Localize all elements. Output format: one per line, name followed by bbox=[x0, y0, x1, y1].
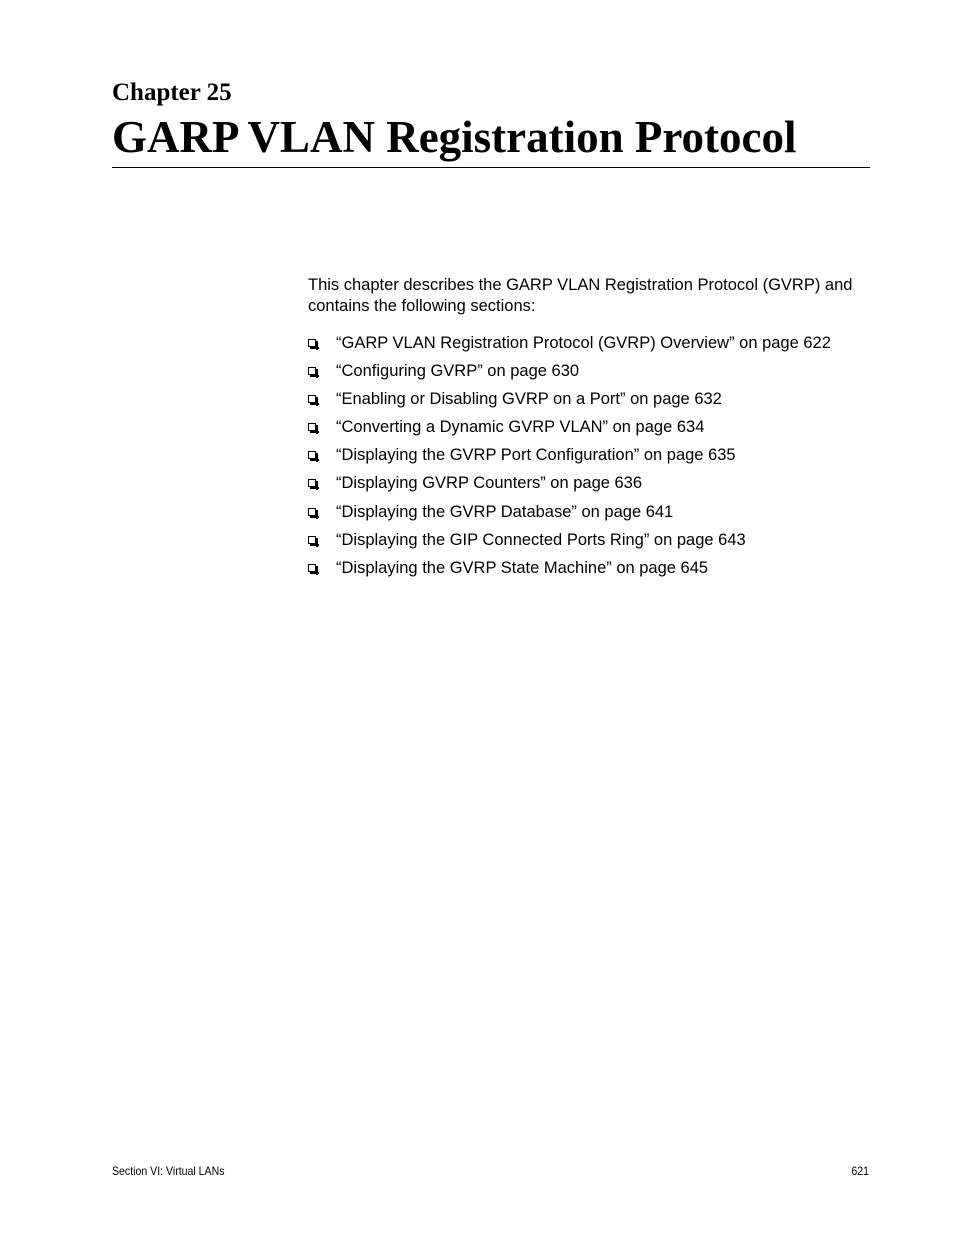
list-item[interactable] bbox=[308, 443, 888, 471]
footer-section-name: Section VI: Virtual LANs bbox=[112, 1164, 225, 1178]
list-item[interactable] bbox=[308, 500, 888, 528]
checkbox-bullet-icon bbox=[308, 367, 316, 375]
chapter-label: Chapter 25 bbox=[112, 79, 232, 106]
chapter-title: GARP VLAN Registration Protocol bbox=[112, 112, 797, 162]
list-item[interactable] bbox=[308, 528, 888, 556]
section-link[interactable]: “Displaying the GVRP Port Configuration” on page 635 bbox=[336, 446, 736, 465]
checkbox-bullet-icon bbox=[308, 423, 316, 431]
intro-paragraph: This chapter describes the GARP VLAN Registration Protocol (GVRP) and contains the following sections: bbox=[308, 276, 853, 315]
list-item[interactable] bbox=[308, 387, 888, 415]
footer-page-number: 621 bbox=[851, 1164, 869, 1178]
list-item[interactable] bbox=[308, 471, 888, 499]
checkbox-bullet-icon bbox=[308, 339, 316, 347]
checkbox-bullet-icon bbox=[308, 451, 316, 459]
section-link[interactable]: “Displaying GVRP Counters” on page 636 bbox=[336, 474, 643, 493]
section-link[interactable]: “Configuring GVRP” on page 630 bbox=[336, 362, 580, 381]
section-link[interactable]: “GARP VLAN Registration Protocol (GVRP) Overview” on page 622 bbox=[336, 334, 831, 352]
section-link[interactable]: “Displaying the GIP Connected Ports Ring” on page 643 bbox=[336, 530, 746, 549]
section-link[interactable]: “Displaying the GVRP State Machine” on page 645 bbox=[336, 558, 709, 577]
list-item[interactable] bbox=[308, 556, 888, 584]
checkbox-bullet-icon bbox=[308, 395, 316, 403]
section-link[interactable]: “Enabling or Disabling GVRP on a Port” on page 632 bbox=[336, 390, 722, 409]
section-link[interactable]: “Displaying the GVRP Database” on page 641 bbox=[336, 502, 674, 521]
checkbox-bullet-icon bbox=[308, 479, 316, 487]
checkbox-bullet-icon bbox=[308, 536, 316, 544]
checkbox-bullet-icon bbox=[308, 564, 316, 572]
checkbox-bullet-icon bbox=[308, 508, 316, 516]
list-item[interactable] bbox=[308, 331, 888, 359]
title-divider bbox=[112, 167, 870, 168]
list-item[interactable] bbox=[308, 415, 888, 443]
list-item[interactable] bbox=[308, 359, 888, 387]
section-link[interactable]: “Converting a Dynamic GVRP VLAN” on page 634 bbox=[336, 418, 705, 437]
section-list bbox=[308, 331, 888, 584]
